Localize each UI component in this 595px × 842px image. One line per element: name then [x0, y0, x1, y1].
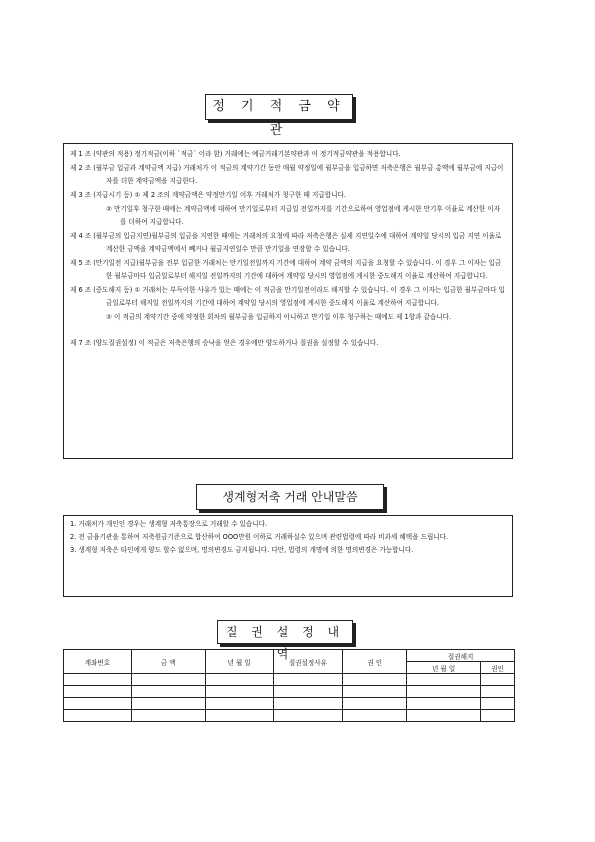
notice-item: 3. 생계형 저축은 타인에게 양도 할수 없으며, 명의변경도 금지됩니다. 다만, 법령의 개명에 의한 명의변경은 가능합니다.	[70, 546, 414, 554]
table-cell[interactable]	[131, 698, 205, 710]
terms-article: 제 6 조 (중도해지 등) ① 거래처는 부득이한 사유가 있는 때에는 이 적금을 만기일전이라도 해지할 수 있습니다. 이 경우 그 이자는 입금한 월부금마다 입금일로부터 해지일 전일까지의 기간에 대하여 계약일 당시의 영업점에 게시한 중도해지 이율로 계산하여 지급합니다.	[70, 286, 505, 307]
table-cell[interactable]	[131, 686, 205, 698]
col-account-number: 계좌번호	[64, 650, 132, 674]
table-cell[interactable]	[407, 710, 481, 722]
table-cell[interactable]	[481, 710, 515, 722]
pledge-title: 질 권 설 정 내 역	[217, 620, 353, 644]
terms-article: 제 1 조 (약관의 적용) 정기적금(이하 `적금` 이라 함) 거래에는 예금거래기본약관과 이 정기적금약관을 적용합니다.	[70, 150, 401, 158]
table-cell[interactable]	[273, 710, 343, 722]
notice-item: 2. 전 금융기관을 통하여 저축원금기준으로 합산하여 OOO만원 이하로 거래하실수 있으며 관련법령에 따라 비과세 혜택을 드립니다.	[70, 533, 449, 541]
table-cell[interactable]	[273, 698, 343, 710]
spacer	[70, 325, 506, 337]
col-release-date: 년 월 일	[407, 662, 481, 674]
table-cell[interactable]	[205, 686, 273, 698]
notice-box	[63, 515, 513, 597]
terms-article: 제 3 조 (지급시기 등) ① 제 2 조의 계약금액은 약정만기일 이후 거래처가 청구한 때 지급합니다.	[70, 191, 346, 199]
table-cell[interactable]	[205, 710, 273, 722]
table-cell[interactable]	[481, 686, 515, 698]
table-cell[interactable]	[205, 698, 273, 710]
table-cell[interactable]	[343, 674, 407, 686]
terms-article: 제 5 조 (만기일전 지급)월부금을 전부 입금한 거래처는 만기일전일까지 기간에 대하여 계약 금액의 지급을 요청할 수 있습니다. 이 경우 그 이자는 입금한 월부금마다 입금일로부터 해지일 전일까지의 기간에 대하여 계약일 당시의 영업점에 게시한 중도해지 이율로 계산하여 지급합니다.	[70, 259, 502, 280]
table-cell[interactable]	[407, 686, 481, 698]
table-cell[interactable]	[131, 674, 205, 686]
table-cell[interactable]	[343, 710, 407, 722]
terms-article: ② 만기일후 청구한 때에는 계약금액에 대하여 만기일로부터 지급일 전일까지를 기간으로하여 영업점에 게시한 만기후 이율로 계산한 이자를 더하여 지급합니다.	[106, 205, 501, 226]
notice-title: 생계형저축 거래 안내말씀	[196, 484, 384, 510]
col-pledge-reason: 질권설정사유	[273, 650, 343, 674]
table-cell[interactable]	[273, 686, 343, 698]
terms-article: 제 2 조 (월부금 입금과 계약금액 지급) 거래처가 이 적금의 계약기간 동안 매월 약정일에 월부금을 입금하면 저축은행은 월부금 총액에 월부금에 지급이자를 더한 계약금액을 지급한다.	[70, 164, 504, 185]
table-cell[interactable]	[131, 710, 205, 722]
table-row	[64, 686, 515, 698]
table-cell[interactable]	[407, 698, 481, 710]
table-cell[interactable]	[64, 698, 132, 710]
table-row	[64, 698, 515, 710]
table-cell[interactable]	[64, 686, 132, 698]
terms-article: ② 이 적금의 계약기간 중에 약정한 회차의 월부금을 입금하지 아니하고 만기일 이후 청구하는 때에도 제 1항과 같습니다.	[106, 313, 452, 321]
table-cell[interactable]	[481, 698, 515, 710]
pledge-table	[63, 649, 515, 722]
table-cell[interactable]	[343, 686, 407, 698]
table-row	[64, 710, 515, 722]
col-release-seal: 권인	[481, 662, 515, 674]
terms-article: 제 7 조 (양도질권설정) 이 적금은 저축은행의 승낙을 얻은 경우에만 양도하거나 질권을 설정할 수 있습니다.	[70, 339, 379, 347]
table-cell[interactable]	[273, 674, 343, 686]
table-cell[interactable]	[64, 710, 132, 722]
table-cell[interactable]	[407, 674, 481, 686]
table-cell[interactable]	[481, 674, 515, 686]
col-seal: 권 인	[343, 650, 407, 674]
table-cell[interactable]	[205, 674, 273, 686]
col-date: 년 월 일	[205, 650, 273, 674]
table-row	[64, 674, 515, 686]
table-cell[interactable]	[64, 674, 132, 686]
terms-article: 제 4 조 (월부금의 입금지연)월부금의 입금을 지연한 때에는 거래처의 요청에 따라 저축은행은 실제 지연일수에 대하여 계약일 당시의 입금 지연 이율로 계산한 금액을 계약금액에서 빼거나 월금지연일수 만큼 만기일을 연장할 수 있습니다.	[70, 232, 502, 253]
col-amount: 금 액	[131, 650, 205, 674]
table-cell[interactable]	[343, 698, 407, 710]
col-pledge-release: 질권해지	[407, 650, 515, 662]
notice-item: 1. 거래처가 개인인 경우는 생계형 저축통장으로 거래할 수 있습니다.	[70, 520, 268, 528]
terms-box	[63, 143, 513, 459]
terms-title: 정 기 적 금 약 관	[205, 94, 353, 120]
